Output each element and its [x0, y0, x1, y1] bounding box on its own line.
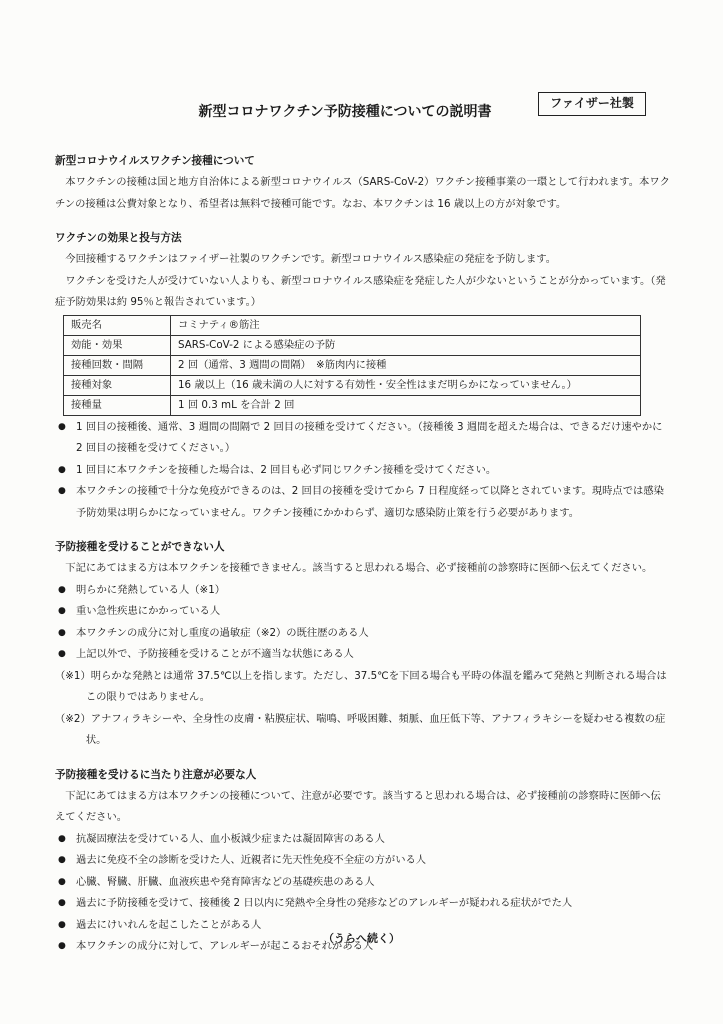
section-paragraph: 今回接種するワクチンはファイザー社製のワクチンです。新型コロナウイルス感染症の発症を予防します。 [65, 253, 557, 265]
section-paragraph: 下記にあてはまる方は本ワクチンの接種について、注意が必要です。該当すると思われる場合は、必ず接種前の診察時に医師へ伝えてください。 [55, 789, 661, 823]
section-cannot-receive [55, 536, 670, 752]
section-paragraph: 本ワクチンの接種は国と地方自治体による新型コロナウイルス（SARS-CoV-2）ワクチン接種事業の一環として行われます。本ワクチンの接種は公費対象となり、希望者は無料で接種可能です。なお、本ワクチンは 16 歳以上の方が対象です。 [55, 176, 670, 210]
vaccine-info-table [63, 315, 641, 416]
section-heading: ワクチンの効果と投与方法 [55, 232, 182, 244]
table-value-cell: 2 回（通常、3 週間の間隔） ※筋肉内に接種 [171, 355, 641, 375]
table-value-cell: 1 回 0.3 mL を合計 2 回 [171, 395, 641, 415]
table-label-cell: 効能・効果 [64, 335, 171, 355]
table-value-cell: SARS-CoV-2 による感染症の予防 [171, 335, 641, 355]
list-item: ● 本ワクチンの接種で十分な免疫ができるのは、2 回目の接種を受けてから 7 日程度経って以降とされています。現時点では感染予防効果は明らかになっていません。ワクチン接種にかかわらず、適切な感染防止策を行う必要があります。 [55, 481, 670, 524]
table-row [64, 375, 641, 395]
section-paragraph: 下記にあてはまる方は本ワクチンを接種できません。該当すると思われる場合、必ず接種前の診察時に医師へ伝えてください。 [65, 562, 653, 574]
table-label-cell: 販売名 [64, 315, 171, 335]
section-heading: 予防接種を受けることができない人 [55, 541, 225, 553]
bullet-list [55, 417, 670, 525]
table-value-cell: 16 歳以上（16 歳未満の人に対する有効性・安全性はまだ明らかになっていません。） [171, 375, 641, 395]
list-item: ● 重い急性疾患にかかっている人 [55, 601, 670, 623]
footnote: （※2）アナフィラキシーや、全身性の皮膚・粘膜症状、喘鳴、呼吸困難、頻脈、血圧低下等、アナフィラキシーを疑わせる複数の症状。 [55, 712, 666, 746]
list-item: ● 1 回目の接種後、通常、3 週間の間隔で 2 回目の接種を受けてください。（接種後 3 週間を超えた場合は、できるだけ速やかに 2 回目の接種を受けてください。） [55, 417, 670, 460]
manufacturer-badge: ファイザー社製 [538, 92, 646, 116]
section-heading: 予防接種を受けるに当たり注意が必要な人 [55, 768, 257, 781]
list-item: ● 抗凝固療法を受けている人、血小板減少症または凝固障害のある人 [55, 829, 670, 851]
table-row [64, 355, 641, 375]
section-about [55, 150, 670, 215]
list-item: ● 過去に免疫不全の診断を受けた人、近親者に先天性免疫不全症の方がいる人 [55, 850, 670, 872]
list-item: ● 心臓、腎臓、肝臓、血液疾患や発育障害などの基礎疾患のある人 [55, 872, 670, 894]
list-item: ● 上記以外で、予防接種を受けることが不適当な状態にある人 [55, 644, 670, 666]
table-label-cell: 接種量 [64, 395, 171, 415]
continued-note: （うらへ続く） [323, 932, 400, 945]
table-value-cell: コミナティ®筋注 [171, 315, 641, 335]
table-row [64, 395, 641, 415]
list-item: ● 本ワクチンの成分に対し重度の過敏症（※2）の既往歴のある人 [55, 623, 670, 645]
section-paragraph: ワクチンを受けた人が受けていない人よりも、新型コロナウイルス感染症を発症した人が少ないということが分かっています。（発症予防効果は約 95％と報告されています。） [55, 274, 666, 308]
document-body [55, 150, 670, 970]
bullet-list [55, 580, 670, 666]
table-label-cell: 接種回数・間隔 [64, 355, 171, 375]
section-effect [55, 227, 670, 524]
table-label-cell: 接種対象 [64, 375, 171, 395]
list-item: ● 明らかに発熱している人（※1） [55, 580, 670, 602]
list-item: ● 1 回目に本ワクチンを接種した場合は、2 回目も必ず同じワクチン接種を受けてください。 [55, 460, 670, 482]
page-title: 新型コロナワクチン予防接種についての説明書 [198, 104, 492, 120]
table-row [64, 315, 641, 335]
table-row [64, 335, 641, 355]
section-caution [55, 764, 670, 958]
footnote: （※1）明らかな発熱とは通常 37.5℃以上を指します。ただし、37.5℃を下回る場合も平時の体温を鑑みて発熱と判断される場合はこの限りではありません。 [55, 669, 667, 703]
list-item: ● 本ワクチンの成分に対して、アレルギーが起こるおそれがある人 [55, 936, 670, 958]
section-heading: 新型コロナウイルスワクチン接種について [55, 155, 255, 167]
list-item: ● 過去に予防接種を受けて、接種後 2 日以内に発熱や全身性の発疹などのアレルギーが疑われる症状がでた人 [55, 893, 670, 915]
list-item: ● 過去にけいれんを起こしたことがある人 [55, 915, 670, 937]
